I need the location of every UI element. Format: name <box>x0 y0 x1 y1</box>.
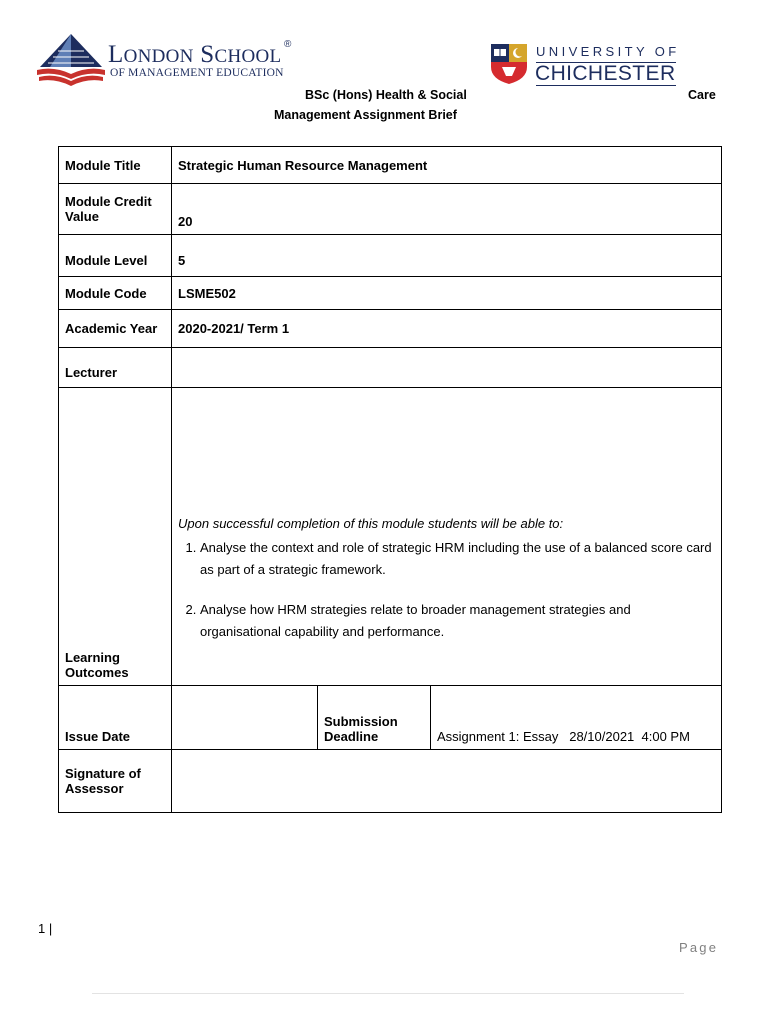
module-title-label: Module Title <box>59 147 172 184</box>
footer-divider <box>92 993 684 994</box>
signature-of-assessor-label <box>59 750 172 813</box>
table-row <box>59 147 722 184</box>
lecturer-label: Lecturer <box>59 348 172 388</box>
registered-mark: ® <box>284 39 292 50</box>
academic-year-value: 2020-2021/ Term 1 <box>172 310 722 348</box>
brief-title-line1: BSc (Hons) Health & Social <box>305 88 467 102</box>
academic-year-label: Academic Year <box>59 310 172 348</box>
signature-of-assessor-value <box>172 750 722 813</box>
table-row <box>59 184 722 235</box>
assignment-brief-table <box>58 146 722 813</box>
module-title-value: Strategic Human Resource Management <box>172 147 722 184</box>
learning-outcomes-label-line1: Learning <box>65 650 120 665</box>
module-level-value: 5 <box>172 235 722 277</box>
list-item: 1. Analyse the context and role of strategic HRM including the use of a balanced score card as part of a strategic framework. <box>200 537 715 581</box>
submission-deadline-label-line1: Submission <box>324 714 398 729</box>
module-code-label: Module Code <box>59 277 172 310</box>
chichester-university-of: UNIVERSITY OF <box>536 44 680 59</box>
lse-subtitle: OF MANAGEMENT EDUCATION <box>110 67 284 79</box>
chichester-name: CHICHESTER <box>535 62 676 85</box>
module-credit-value: 20 <box>172 184 722 235</box>
submission-deadline-label <box>318 686 431 750</box>
lse-emblem-icon <box>36 33 106 91</box>
signature-label-line1: Signature of <box>65 766 141 781</box>
table-row <box>59 277 722 310</box>
learning-outcomes-label <box>59 388 172 686</box>
module-credit-label-line2: Value <box>65 209 99 224</box>
issue-date-value <box>172 686 318 750</box>
chichester-logo <box>490 43 680 87</box>
lecturer-value <box>172 348 722 388</box>
submission-deadline-value: Assignment 1: Essay 28/10/2021 4:00 PM <box>431 686 722 750</box>
table-row <box>59 388 722 686</box>
lse-name: LONDON SCHOOL <box>108 41 282 68</box>
module-level-label: Module Level <box>59 235 172 277</box>
page-label: Page <box>679 940 719 955</box>
module-credit-label-line1: Module Credit <box>65 194 152 209</box>
issue-date-label: Issue Date <box>59 686 172 750</box>
table-row <box>59 310 722 348</box>
page-number: 1 | <box>38 921 53 936</box>
learning-outcomes-intro: Upon successful completion of this module students will be able to: <box>178 516 564 531</box>
table-row <box>59 686 722 750</box>
module-credit-label <box>59 184 172 235</box>
table-row <box>59 750 722 813</box>
chichester-crest-icon <box>490 43 528 85</box>
learning-outcomes-list <box>178 537 715 643</box>
signature-label-line2: Assessor <box>65 781 124 796</box>
brief-title-line1-end: Care <box>688 88 716 102</box>
module-code-value: LSME502 <box>172 277 722 310</box>
chichester-underline <box>536 85 676 86</box>
list-item: 2. Analyse how HRM strategies relate to broader management strategies and organisational capability and performance. <box>200 599 715 643</box>
brief-title-line2: Management Assignment Brief <box>274 108 457 122</box>
lse-logo <box>36 33 306 93</box>
table-row <box>59 348 722 388</box>
submission-deadline-label-line2: Deadline <box>324 729 379 744</box>
learning-outcomes-content <box>172 388 722 686</box>
learning-outcomes-label-line2: Outcomes <box>65 665 129 680</box>
table-row <box>59 235 722 277</box>
